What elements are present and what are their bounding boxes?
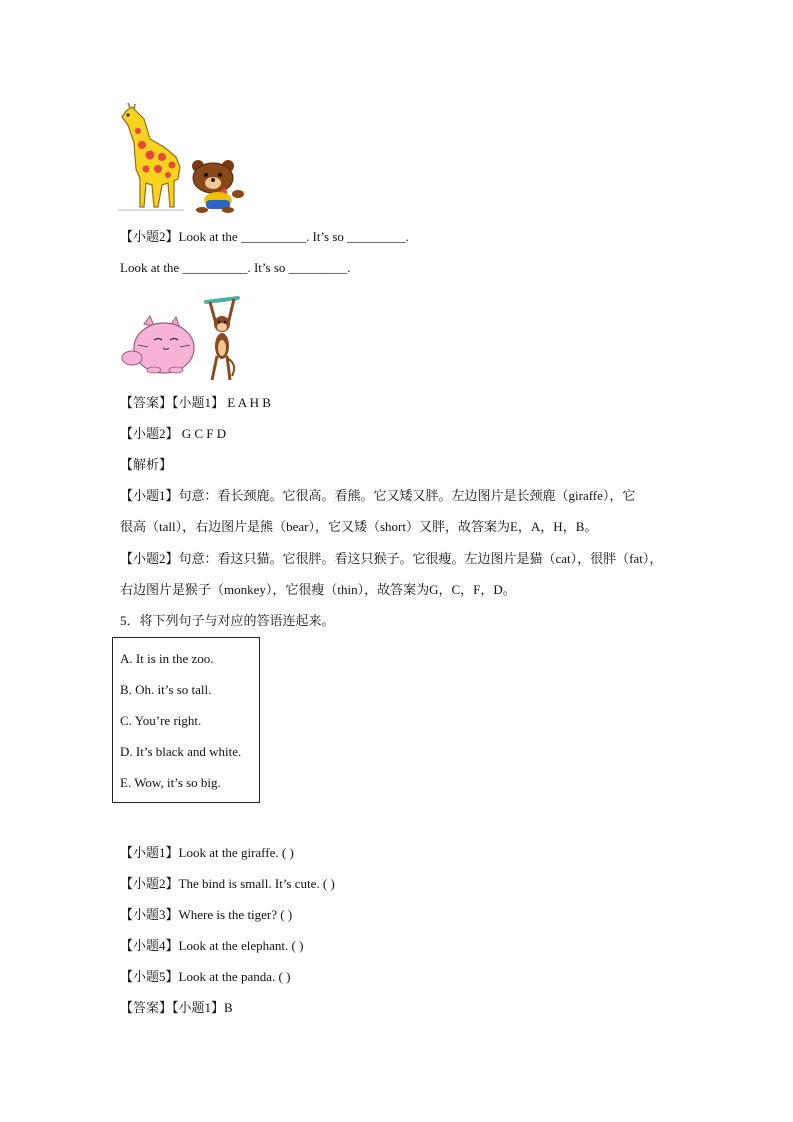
question-4: 【小题4】Look at the elephant. ( ) bbox=[120, 938, 304, 953]
final-answer: 【答案】【小题1】B bbox=[120, 1000, 233, 1015]
q2-prompt-line-1: 【小题2】Look at the __________. It’s so _________. bbox=[120, 229, 409, 244]
question-3: 【小题3】Where is the tiger? ( ) bbox=[120, 907, 293, 922]
giraffe-illustration bbox=[118, 103, 188, 213]
answer-line-1: 【答案】【小题1】 E A H B bbox=[120, 395, 271, 410]
analysis-1-line-2: 很高（tall），右边图片是熊（bear），它又矮（short）又胖，故答案为E，A，H，B。 bbox=[120, 519, 598, 534]
q2-prompt-line-2: Look at the __________. It’s so _________. bbox=[120, 260, 351, 275]
fat-pink-cat-illustration bbox=[118, 314, 198, 376]
hanging-monkey-illustration bbox=[202, 294, 242, 384]
option-e: E. Wow, it’s so big. bbox=[120, 775, 221, 790]
analysis-2-line-1: 【小题2】句意：看这只猫。它很胖。看这只猴子。它很瘦。左边图片是猫（cat），很胖（fat）， bbox=[120, 551, 663, 566]
analysis-title: 【解析】 bbox=[120, 457, 173, 472]
options-box bbox=[112, 637, 260, 803]
analysis-1-line-1: 【小题1】句意：看长颈鹿。它很高。看熊。它又矮又胖。左边图片是长颈鹿（giraffe），它 bbox=[120, 488, 636, 503]
answer-line-2: 【小题2】 G C F D bbox=[120, 426, 227, 441]
option-b: B. Oh. it’s so tall. bbox=[120, 682, 212, 697]
option-a: A. It is in the zoo. bbox=[120, 651, 214, 666]
option-c: C. You’re right. bbox=[120, 713, 202, 728]
question-2: 【小题2】The bind is small. It’s cute. ( ) bbox=[120, 876, 335, 891]
analysis-2-line-2: 右边图片是猴子（monkey），它很瘦（thin），故答案为G，C，F，D。 bbox=[120, 582, 516, 597]
bear-illustration bbox=[188, 158, 252, 214]
option-d: D. It’s black and white. bbox=[120, 744, 242, 759]
question-5: 【小题5】Look at the panda. ( ) bbox=[120, 969, 291, 984]
section-5-title: 5．将下列句子与对应的答语连起来。 bbox=[120, 613, 335, 628]
question-1: 【小题1】Look at the giraffe. ( ) bbox=[120, 845, 294, 860]
